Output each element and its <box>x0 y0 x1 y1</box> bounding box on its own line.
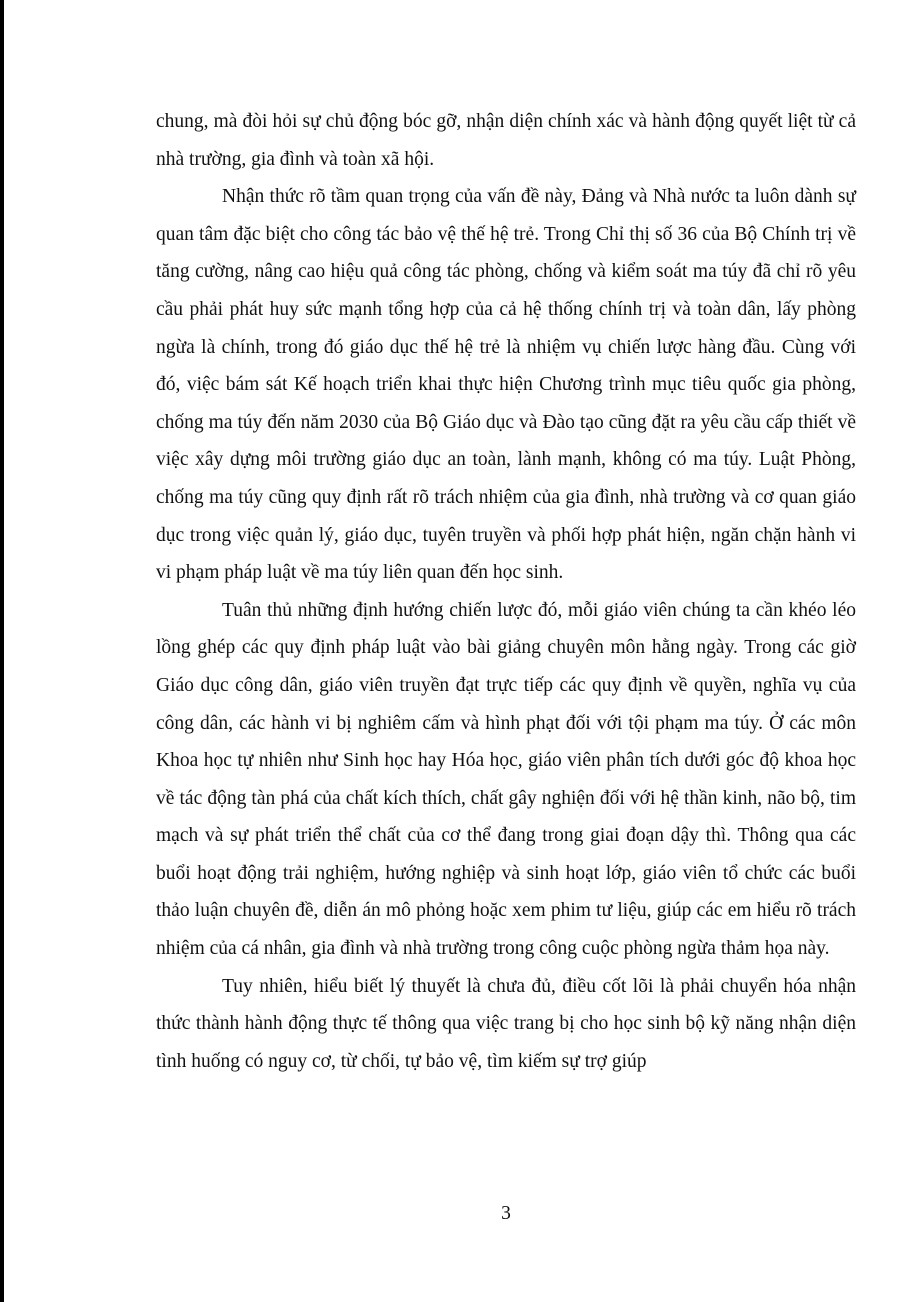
page-number: 3 <box>501 1203 511 1224</box>
page-left-border <box>0 0 4 1302</box>
paragraph-teacher-integration: Tuân thủ những định hướng chiến lược đó, mỗi giáo viên chúng ta cần khéo léo lồng ghép các quy định pháp luật vào bài giảng chuyên môn hằng ngày. Trong các giờ Giáo dục công dân, giáo viên truyền đạt trực tiếp các quy định về quyền, nghĩa vụ của công dân, các hành vi bị nghiêm cấm và hình phạt đối với tội phạm ma túy. Ở các môn Khoa học tự nhiên như Sinh học hay Hóa học, giáo viên phân tích dưới góc độ khoa học về tác động tàn phá của chất kích thích, chất gây nghiện đối với hệ thần kinh, não bộ, tim mạch và sự phát triển thể chất của cơ thể đang trong giai đoạn dậy thì. Thông qua các buổi hoạt động trải nghiệm, hướng nghiệp và sinh hoạt lớp, giáo viên tổ chức các buổi thảo luận chuyên đề, diễn án mô phỏng hoặc xem phim tư liệu, giúp các em hiểu rõ trách nhiệm của cá nhân, gia đình và nhà trường trong công cuộc phòng ngừa thảm họa này. <box>156 599 856 960</box>
paragraph-continuation: chung, mà đòi hỏi sự chủ động bóc gỡ, nhận diện chính xác và hành động quyết liệt từ cả nhà trường, gia đình và toàn xã hội. <box>156 111 856 170</box>
paragraph-skills-training: Tuy nhiên, hiểu biết lý thuyết là chưa đủ, điều cốt lõi là phải chuyển hóa nhận thức thành hành động thực tế thông qua việc trang bị cho học sinh bộ kỹ năng nhận diện tình huống có nguy cơ, từ chối, tự bảo vệ, tìm kiếm sự trợ giúp <box>156 975 856 1072</box>
paragraph-party-directives: Nhận thức rõ tầm quan trọng của vấn đề này, Đảng và Nhà nước ta luôn dành sự quan tâm đặc biệt cho công tác bảo vệ thế hệ trẻ. Trong Chỉ thị số 36 của Bộ Chính trị về tăng cường, nâng cao hiệu quả công tác phòng, chống và kiểm soát ma túy đã chỉ rõ yêu cầu phải phát huy sức mạnh tổng hợp của cả hệ thống chính trị và toàn dân, lấy phòng ngừa là chính, trong đó giáo dục thế hệ trẻ là nhiệm vụ chiến lược hàng đầu. Cùng với đó, việc bám sát Kế hoạch triển khai thực hiện Chương trình mục tiêu quốc gia phòng, chống ma túy đến năm 2030 của Bộ Giáo dục và Đào tạo cũng đặt ra yêu cầu cấp thiết về việc xây dựng môi trường giáo dục an toàn, lành mạnh, không có ma túy. Luật Phòng, chống ma túy cũng quy định rất rõ trách nhiệm của gia đình, nhà trường và cơ quan giáo dục trong việc quản lý, giáo dục, tuyên truyền và phối hợp phát hiện, ngăn chặn hành vi vi phạm pháp luật về ma túy liên quan đến học sinh. <box>156 186 856 584</box>
document-body <box>156 103 856 1080</box>
